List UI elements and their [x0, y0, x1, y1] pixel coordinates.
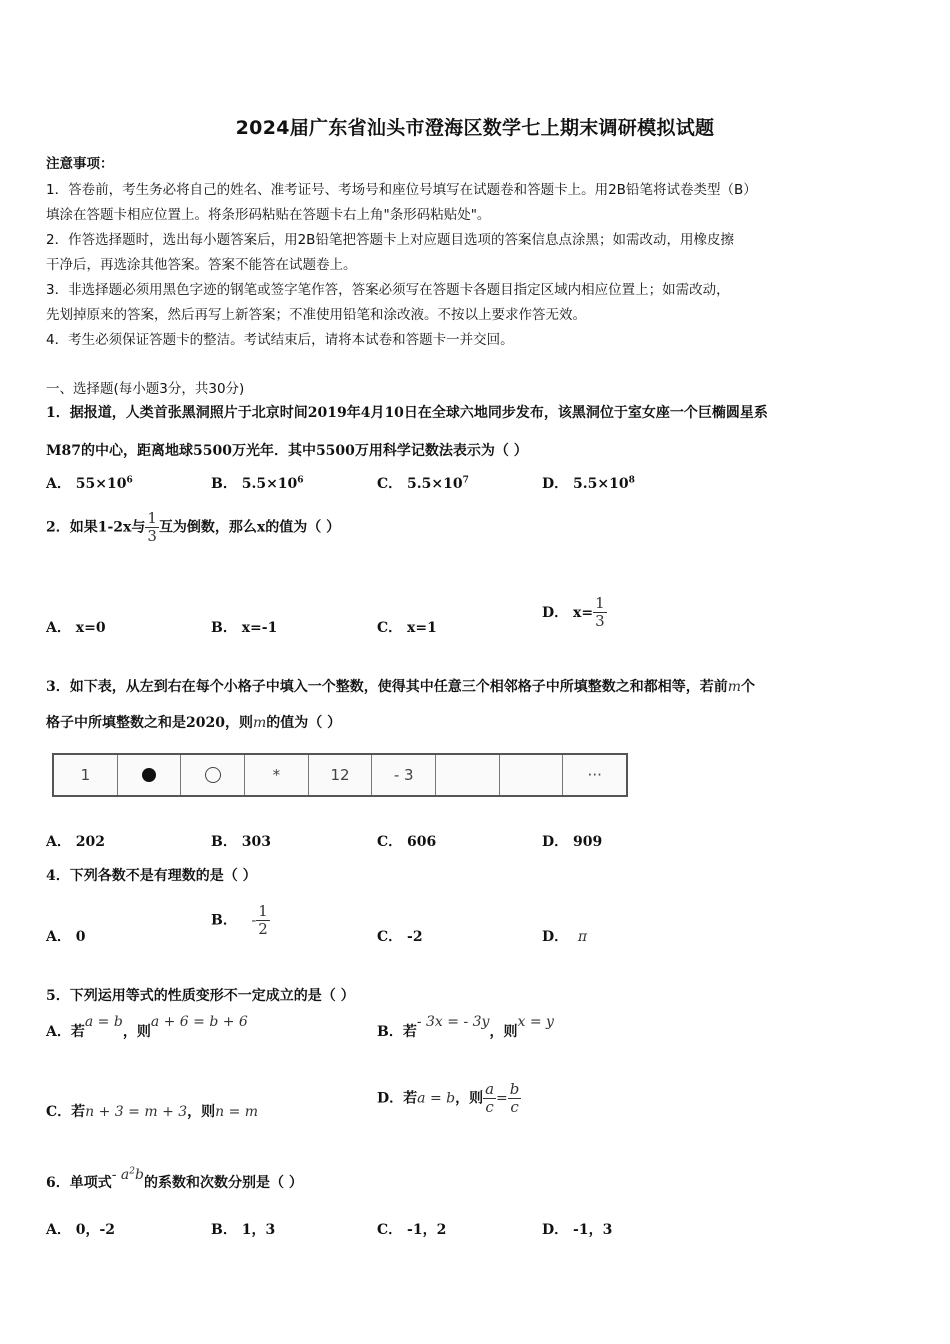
q3-option-c[interactable]: C． 606: [377, 834, 437, 850]
notice-line: 填涂在答题卡相应位置上。将条形码粘贴在答题卡右上角"条形码粘贴处"。: [46, 207, 491, 223]
grid-cell: 12: [309, 755, 373, 795]
q3-option-d[interactable]: D． 909: [542, 834, 603, 850]
q5-option-c[interactable]: C．若n + 3 = m + 3，则n = m: [46, 1104, 259, 1120]
q3-option-a[interactable]: A． 202: [46, 834, 105, 850]
q6-option-c[interactable]: C． -1，2: [377, 1222, 447, 1238]
q4-option-b[interactable]: B． - $\frac{1}{2}$: [211, 902, 268, 938]
q2-option-a[interactable]: A． x=0: [46, 620, 106, 636]
question-3-text: 3．如下表，从左到右在每个小格子中填入一个整数，使得其中任意三个相邻格子中所填整数之和都相等，若前m个: [46, 679, 756, 695]
section-heading: 一、选择题(每小题3分，共30分): [46, 381, 245, 397]
notice-line: 2．作答选择题时，选出每小题答案后，用2B铅笔把答题卡上对应题目选项的答案信息点涂黑；如需改动，用橡皮擦: [46, 232, 734, 248]
grid-cell: [181, 755, 245, 795]
question-2-text: 2．如果1-2x与 $\frac{1}{3}$ 互为倒数，那么x的值为（ ）: [46, 509, 341, 545]
open-circle-icon: [205, 767, 221, 783]
grid-cell: [436, 755, 500, 795]
question-6-text: 6．单项式- $a^2b$的系数和次数分别是（ ）: [46, 1166, 303, 1191]
grid-cell: 1: [54, 755, 118, 795]
monomial: - $a^2b$: [111, 1166, 144, 1183]
fraction: $\frac{a}{c}$: [485, 1080, 495, 1116]
question-3-text-cont: 格子中所填整数之和是2020，则m的值为（ ）: [46, 715, 342, 731]
question-1-text: 1．据报道，人类首张黑洞照片于北京时间2019年4月10日在全球六地同步发布，该黑洞位于室女座一个巨椭圆星系: [46, 405, 768, 421]
filled-circle-icon: [142, 768, 156, 782]
fraction: $\frac{b}{c}$: [509, 1080, 520, 1116]
page-title: 2024届广东省汕头市澄海区数学七上期末调研模拟试题: [235, 117, 715, 139]
q6-option-b[interactable]: B． 1，3: [211, 1222, 276, 1238]
grid-cell: [500, 755, 564, 795]
q1-option-a[interactable]: A． $55\times 10^6$: [46, 475, 133, 492]
notice-line: 3．非选择题必须用黑色字迹的钢笔或签字笔作答，答案必须写在答题卡各题目指定区域内相应位置上；如需改动，: [46, 282, 730, 298]
number-grid: [52, 753, 628, 797]
q2-option-c[interactable]: C． x=1: [377, 620, 437, 636]
q3-option-b[interactable]: B． 303: [211, 834, 271, 850]
grid-cell: *: [245, 755, 309, 795]
notice-heading: 注意事项：: [46, 156, 114, 172]
q1-option-b[interactable]: B． $5.5\times 10^6$: [211, 475, 304, 492]
q2-option-b[interactable]: B． x=-1: [211, 620, 278, 636]
q5-option-d[interactable]: D．若a = b，则 $\frac{a}{c}$ = $\frac{b}{c}$: [377, 1080, 520, 1116]
question-4-text: 4．下列各数不是有理数的是（ ）: [46, 868, 257, 884]
grid-cell: [118, 755, 182, 795]
q4-option-a[interactable]: A． 0: [46, 929, 86, 945]
q4-option-d[interactable]: D． π: [542, 929, 588, 945]
q6-option-d[interactable]: D． -1，3: [542, 1222, 613, 1238]
notice-line: 干净后，再选涂其他答案。答案不能答在试题卷上。: [46, 257, 357, 273]
fraction: $\frac{1}{3}$: [595, 594, 605, 630]
q5-option-b[interactable]: B．若- 3x = - 3y，则x = y: [377, 1014, 554, 1040]
q1-option-c[interactable]: C． $5.5\times 10^7$: [377, 475, 469, 492]
q5-option-a[interactable]: A．若a = b，则a + 6 = b + 6: [46, 1014, 248, 1040]
q1-option-d[interactable]: D． $5.5\times 10^8$: [542, 475, 635, 492]
grid-cell: ···: [587, 766, 602, 784]
notice-line: 先划掉原来的答案，然后再写上新答案；不准使用铅笔和涂改液。不按以上要求作答无效。: [46, 307, 586, 323]
fraction: $\frac{1}{2}$: [258, 902, 268, 938]
fraction: $\frac{1}{3}$: [147, 509, 157, 545]
question-1-text-cont: M87的中心，距离地球5500万光年．其中5500万用科学记数法表示为（ ）: [46, 443, 528, 459]
notice-line: 4．考生必须保证答题卡的整洁。考试结束后，请将本试卷和答题卡一并交回。: [46, 332, 514, 348]
notice-line: 1．答卷前，考生务必将自己的姓名、准考证号、考场号和座位号填写在试题卷和答题卡上。用2B铅笔将试卷类型（B）: [46, 182, 757, 198]
question-5-text: 5．下列运用等式的性质变形不一定成立的是（ ）: [46, 988, 355, 1004]
q6-option-a[interactable]: A． 0，-2: [46, 1222, 116, 1238]
q2-option-d[interactable]: D． x= $\frac{1}{3}$: [542, 594, 605, 630]
q4-option-c[interactable]: C． -2: [377, 929, 423, 945]
grid-cell: - 3: [372, 755, 436, 795]
